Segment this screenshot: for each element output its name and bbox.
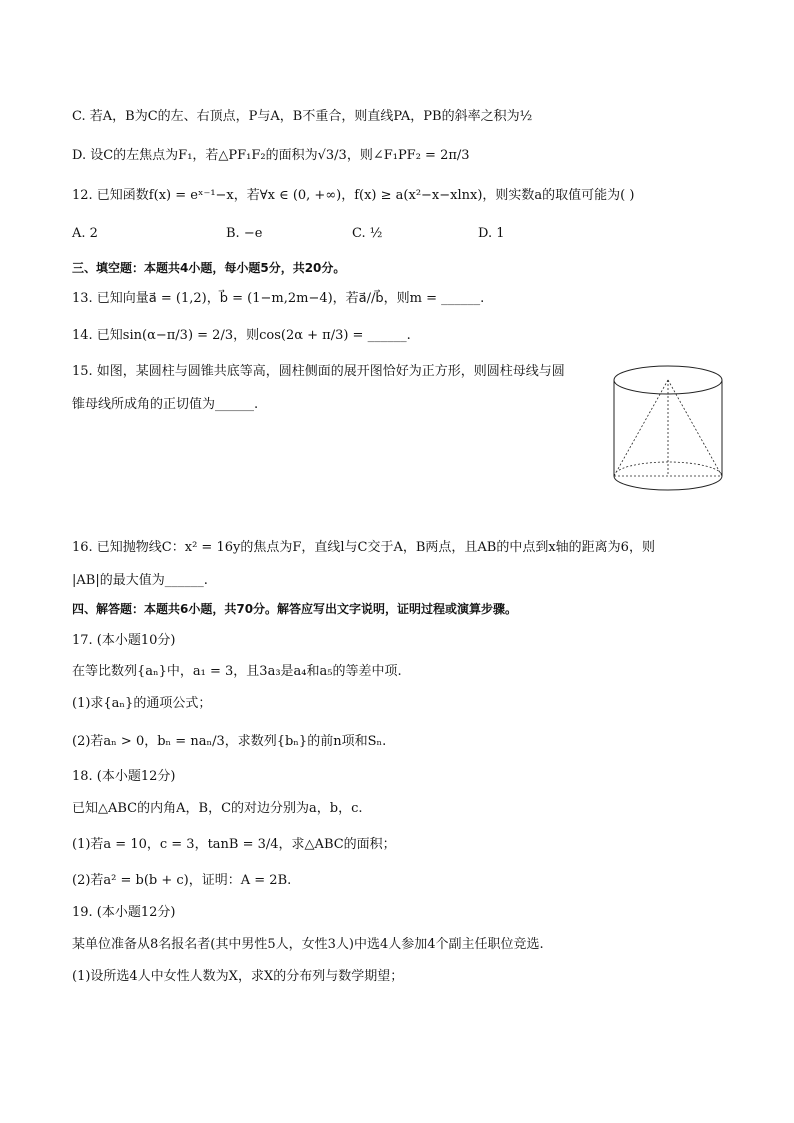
q18-part-1: (1)若a = 10，c = 3，tanB = 3/4，求△ABC的面积；	[72, 837, 396, 852]
q12-stem: 12. 已知函数f(x) = eˣ⁻¹−x，若∀x ∈ (0, +∞)，f(x) ≥ a(x²−x−xlnx)，则实数a的取值可能为( )	[72, 188, 635, 203]
q12-option-b: B. −e	[226, 226, 263, 241]
q12-option-a: A. 2	[72, 226, 98, 241]
q12-option-c: C. ½	[352, 226, 383, 241]
q17-part-2: (2)若aₙ > 0，bₙ = naₙ/3，求数列{bₙ}的前n项和Sₙ.	[72, 734, 387, 749]
q14: 14. 已知sin(α−π/3) = 2/3，则cos(2α + π/3) = ______.	[72, 328, 411, 343]
q16-line-1: 16. 已知抛物线C：x² = 16y的焦点为F，直线l与C交于A，B两点，且AB的中点到x轴的距离为6，则	[72, 540, 655, 555]
q15-line-1: 15. 如图，某圆柱与圆锥共底等高，圆柱侧面的展开图恰好为正方形，则圆柱母线与圆	[72, 364, 565, 379]
cylinder-bottom-front	[614, 476, 722, 490]
q17-heading: 17. (本小题10分)	[72, 633, 176, 648]
cylinder-cone-figure	[612, 364, 724, 496]
q19-heading: 19. (本小题12分)	[72, 905, 176, 920]
section-4-heading: 四、解答题：本题共6小题，共70分。解答应写出文字说明，证明过程或演算步骤。	[72, 602, 518, 616]
cone-right-slant	[668, 380, 722, 476]
section-3-heading: 三、填空题：本题共4小题，每小题5分，共20分。	[72, 261, 346, 275]
q17-part-1: (1)求{aₙ}的通项公式；	[72, 696, 212, 711]
q15-line-2: 锥母线所成角的正切值为______.	[72, 397, 259, 412]
q13: 13. 已知向量a⃗ = (1,2)，b⃗ = (1−m,2m−4)，若a⃗//b⃗，则m = ______.	[72, 291, 485, 306]
q18-part-2: (2)若a² = b(b + c)，证明：A = 2B.	[72, 873, 292, 888]
q12-option-d: D. 1	[478, 226, 505, 241]
q16-line-2: |AB|的最大值为______.	[72, 573, 208, 588]
q19-part-1: (1)设所选4人中女性人数为X，求X的分布列与数学期望；	[72, 969, 404, 984]
q17-stem: 在等比数列{aₙ}中，a₁ = 3，且3a₃是a₄和a₅的等差中项.	[72, 664, 402, 679]
q18-heading: 18. (本小题12分)	[72, 769, 176, 784]
q19-stem: 某单位准备从8名报名者(其中男性5人，女性3人)中选4人参加4个副主任职位竞选.	[72, 937, 544, 952]
q18-stem: 已知△ABC的内角A，B，C的对边分别为a，b，c.	[72, 801, 363, 816]
q11-option-d: D. 设C的左焦点为F₁，若△PF₁F₂的面积为√3/3，则∠F₁PF₂ = 2π/3	[72, 148, 470, 163]
q11-option-c: C. 若A，B为C的左、右顶点，P与A，B不重合，则直线PA，PB的斜率之积为½	[72, 109, 533, 124]
cone-left-slant	[614, 380, 668, 476]
